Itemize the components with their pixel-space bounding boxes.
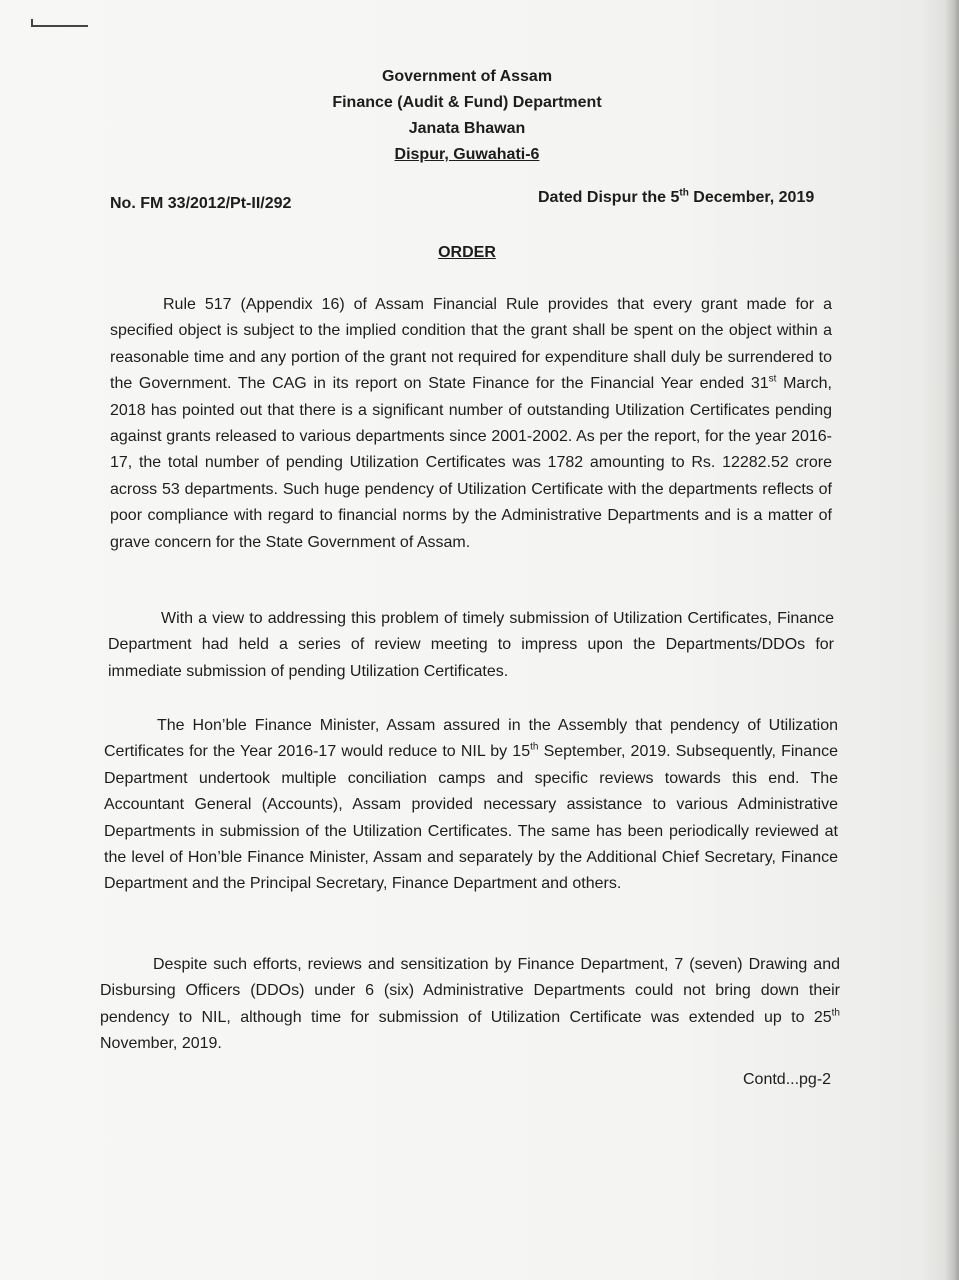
paragraph-rule-517: Rule 517 (Appendix 16) of Assam Financial Rule provides that every grant made for a specified object is subject to the implied condition that the grant shall be spent on the object within a reasonable time and any portion of the grant not required for expenditure shall duly be surrendered to the Government. The CAG in its report on State Finance for the Financial Year ended 31st March, 2018 has pointed out that there is a significant number of outstanding Utilization Certificates pending against grants released to various departments since 2001-2002. As per the report, for the year 2016-17, the total number of pending Utilization Certificates was 1782 amounting to Rs. 12282.52 crore across 53 departments. Such huge pendency of Utilization Certificate with the departments reflects of poor compliance with regard to financial norms by the Administrative Departments and is a matter of grave concern for the State Government of Assam. — [110, 296, 832, 551]
order-title: ORDER — [438, 244, 496, 261]
letterhead-address: Dispur, Guwahati-6 — [394, 146, 540, 163]
letterhead-department: Finance (Audit & Fund) Department — [332, 94, 602, 111]
corner-pen-mark — [31, 19, 88, 27]
page-edge-shadow — [945, 0, 959, 1280]
letterhead-government: Government of Assam — [381, 68, 553, 85]
paragraph-pending-ddos: Despite such efforts, reviews and sensitization by Finance Department, 7 (seven) Drawing and Disbursing Officers (DDOs) under 6 (six) Administrative Departments could not bring down their pendency to NIL, although time for submission of Utilization Certificate was extended up to 25th November, 2019. — [100, 956, 840, 1053]
letterhead — [0, 64, 934, 168]
reference-date: Dated Dispur the 5th December, 2019 — [538, 187, 815, 206]
letterhead-building: Janata Bhawan — [408, 120, 526, 137]
paragraph-review-meetings: With a view to addressing this problem of timely submission of Utilization Certificates, Finance Department had held a series of review meeting to impress upon the Departments/DDOs for immediate submission of pending Utilization Certificates. — [108, 610, 834, 680]
continued-note: Contd...pg-2 — [743, 1071, 832, 1088]
reference-number: No. FM 33/2012/Pt-II/292 — [110, 195, 292, 212]
paragraph-finance-minister: The Hon’ble Finance Minister, Assam assured in the Assembly that pendency of Utilization Certificates for the Year 2016-17 would reduce to NIL by 15th September, 2019. Subsequently, Finance Department undertook multiple conciliation camps and specific reviews towards this end. The Accountant General (Accounts), Assam provided necessary assistance to various Administrative Departments in submission of the Utilization Certificates. The same has been periodically reviewed at the level of Hon’ble Finance Minister, Assam and separately by the Additional Chief Secretary, Finance Department and the Principal Secretary, Finance Department and others. — [104, 717, 838, 893]
